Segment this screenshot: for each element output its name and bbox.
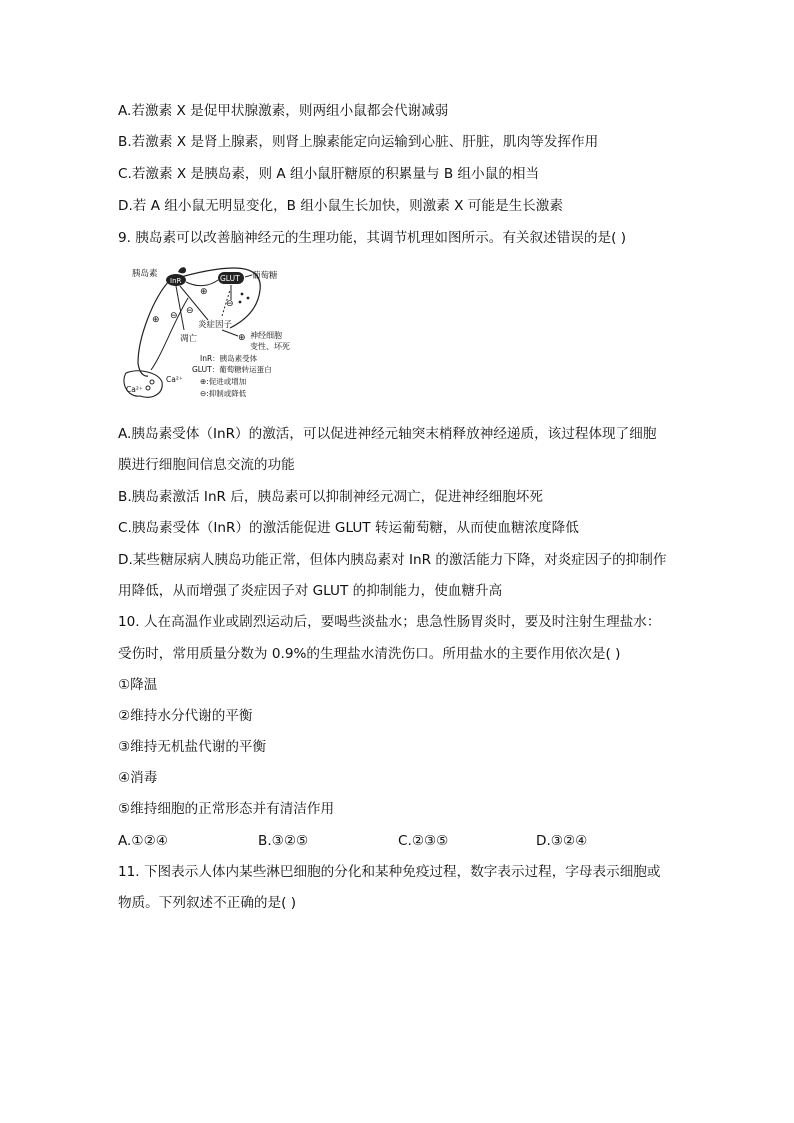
q9-option-d-line2: 用降低，从而增强了炎症因子对 GLUT 的抑制能力，使血糖升高 <box>118 583 503 599</box>
q9-option-b: B.胰岛素激活 InR 后，胰岛素可以抑制神经元凋亡，促进神经细胞坏死 <box>118 489 543 505</box>
insulin-label: 胰岛素 <box>132 269 158 279</box>
apoptosis-label: 凋亡 <box>180 334 198 344</box>
q10-option-b: B.③②⑤ <box>258 833 309 849</box>
q10-item-2: ②维持水分代谢的平衡 <box>118 708 253 724</box>
q10-item-4: ④消毒 <box>118 770 158 786</box>
neuron-label-2: 变性、坏死 <box>250 342 290 351</box>
q10-option-a: A.①②④ <box>118 833 168 849</box>
q10-item-1: ①降温 <box>118 677 158 693</box>
glut-label: GLUT <box>220 274 240 283</box>
calcium-label-b: Ca²⁺ <box>126 385 143 394</box>
vesicle-2 <box>146 386 150 390</box>
legend-inr: InR：胰岛素受体 <box>200 354 258 363</box>
q9-option-d-line1: D.某些糖尿病人胰岛功能正常，但体内胰岛素对 InR 的激活能力下降，对炎症因子的抑制作 <box>118 552 667 568</box>
glucose-arrow <box>245 275 252 277</box>
glucose-dot-3 <box>239 301 242 304</box>
insulin-molecule <box>178 267 186 273</box>
legend-glut: GLUT：葡萄糖转运蛋白 <box>192 365 272 374</box>
q9-option-a-line2: 膜进行细胞间信息交流的功能 <box>118 457 295 473</box>
q9-stem: 9. 胰岛素可以改善脑神经元的生理功能，其调节机理如图所示。有关叙述错误的是( ) <box>118 230 626 246</box>
inflammation-to-neuron <box>222 330 238 336</box>
insulin-mechanism-diagram <box>118 258 318 408</box>
inr-to-glut-arrow <box>186 280 218 286</box>
calcium-label-a: Ca²⁺ <box>166 375 183 384</box>
minus-sign-2: ⊖ <box>170 311 178 321</box>
q10-item-5: ⑤维持细胞的正常形态并有清洁作用 <box>118 801 335 817</box>
glucose-dot-2 <box>247 297 250 300</box>
minus-sign-1: ⊖ <box>186 306 194 316</box>
inflammation-label: 炎症因子 <box>198 320 233 330</box>
q11-stem-line1: 11. 下图表示人体内某些淋巴细胞的分化和某种免疫过程，数字表示过程，字母表示细胞或 <box>118 864 661 880</box>
q10-item-3: ③维持无机盐代谢的平衡 <box>118 739 267 755</box>
legend-minus: ⊖:抑制或降低 <box>200 389 247 398</box>
vesicle-1 <box>150 380 154 384</box>
axon-path-outer <box>138 280 170 376</box>
q10-stem-line1: 10. 人在高温作业或剧烈运动后，要喝些淡盐水；患急性肠胃炎时，要及时注射生理盐水： <box>118 614 661 630</box>
q10-option-c: C.②③⑤ <box>398 833 449 849</box>
q8-option-d: D.若 A 组小鼠无明显变化，B 组小鼠生长加快，则激素 X 可能是生长激素 <box>118 198 563 214</box>
q9-option-c: C.胰岛素受体（InR）的激活能促进 GLUT 转运葡萄糖，从而使血糖浓度降低 <box>118 520 579 536</box>
neuron-label-1: 神经细胞 <box>250 331 282 340</box>
q10-stem-line2: 受伤时，常用质量分数为 0.9%的生理盐水清洗伤口。所用盐水的主要作用依次是( ) <box>118 646 621 662</box>
legend-plus: ⊕:促进或增加 <box>200 377 247 386</box>
glucose-label: 葡萄糖 <box>252 271 278 281</box>
plus-sign-1: ⊕ <box>200 287 208 297</box>
minus-sign-3: ⊖ <box>226 299 234 309</box>
q8-option-b: B.若激素 X 是肾上腺素，则肾上腺素能定向运输到心脏、肝脏，肌肉等发挥作用 <box>118 134 599 150</box>
q8-option-a: A.若激素 X 是促甲状腺激素，则两组小鼠都会代谢减弱 <box>118 103 449 119</box>
plus-sign-2: ⊕ <box>238 333 246 343</box>
inr-label: InR <box>170 277 182 285</box>
glucose-dot-1 <box>241 293 244 296</box>
q9-option-a-line1: A.胰岛素受体（InR）的激活，可以促进神经元轴突末梢释放神经递质，该过程体现了细胞 <box>118 426 657 442</box>
plus-sign-3: ⊕ <box>152 315 160 325</box>
q10-option-d: D.③②④ <box>536 833 588 849</box>
q8-option-c: C.若激素 X 是胰岛素，则 A 组小鼠肝糖原的积累量与 B 组小鼠的相当 <box>118 166 540 182</box>
q11-stem-line2: 物质。下列叙述不正确的是( ) <box>118 895 297 911</box>
